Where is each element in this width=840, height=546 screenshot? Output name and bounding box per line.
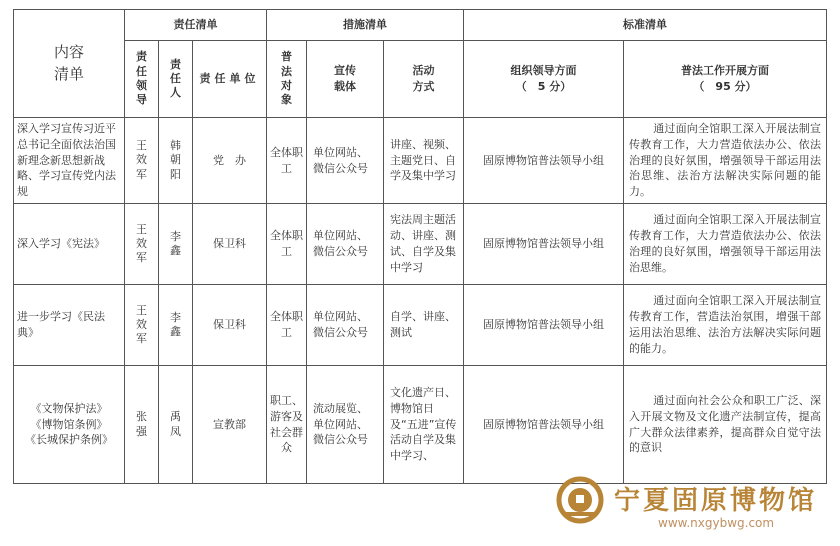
museum-name: 宁夏固原博物馆 [614,486,818,516]
row-unit: 保卫科 [193,285,267,366]
row-method: 讲座、视频、主题党日、自学及集中学习 [384,118,464,204]
row-org: 固原博物馆普法领导小组 [464,118,624,204]
museum-url: www.nxgybwg.com [658,516,775,530]
row-person: 李鑫 [159,204,193,285]
row-method: 自学、讲座、测试 [384,285,464,366]
row-work: 通过面向全馆职工深入开展法制宣传教育工作，大力营造依法办公、依法治理的良好氛围，增强领导干部运用法治思维。 [624,204,827,285]
row-person: 韩朝阳 [159,118,193,204]
person-header: 责任人 [159,41,193,118]
row-carrier: 单位网站、微信公众号 [307,118,384,204]
row-target: 职工、游客及社会群众 [267,366,307,484]
row-leader: 王效军 [125,285,159,366]
row-work: 通过面向社会公众和职工广泛、深入开展文物及文化遗产法制宣传，提高广大群众法律素养，提高群众自觉守法的意识 [624,366,827,484]
table-row [14,204,827,285]
museum-watermark [556,474,826,536]
row-content: 深入学习《宪法》 [14,204,125,285]
row-content: 进一步学习《民法典》 [14,285,125,366]
row-org: 固原博物馆普法领导小组 [464,285,624,366]
row-content: 《文物保护法》 《博物馆条例》 《长城保护条例》 [14,366,125,484]
row-person: 禹凤 [159,366,193,484]
table-row [14,118,827,204]
responsibility-header: 责任清单 [125,10,267,41]
leader-header: 责任领导 [125,41,159,118]
carrier-header: 宣传 载体 [307,41,384,118]
row-unit: 党 办 [193,118,267,204]
row-target: 全体职工 [267,118,307,204]
measures-header: 措施清单 [267,10,464,41]
row-person: 李鑫 [159,285,193,366]
unit-header: 责任单位 [193,41,267,118]
row-method: 文化遗产日、博物馆日及“五进”宣传活动自学及集中学习、 [384,366,464,484]
row-work: 通过面向全馆职工深入开展法制宣传教育工作，大力营造依法办公、依法治理的良好氛围，增强领导干部运用法治思维、法治方法解决实际问题的能力。 [624,118,827,204]
row-org: 固原博物馆普法领导小组 [464,366,624,484]
row-leader: 王效军 [125,118,159,204]
row-target: 全体职工 [267,204,307,285]
row-carrier: 单位网站、微信公众号 [307,204,384,285]
row-unit: 宣教部 [193,366,267,484]
target-header: 普法对象 [267,41,307,118]
table-row [14,366,827,484]
method-header: 活动 方式 [384,41,464,118]
row-work: 通过面向全馆职工深入开展法制宣传教育工作，营造法治氛围，增强干部运用法治思维、法治方法解决实际问题的能力。 [624,285,827,366]
work-header: 普法工作开展方面 （ 95 分） [624,41,827,118]
museum-logo-icon [556,476,604,524]
row-content: 深入学习宣传习近平总书记全面依法治国新理念新思想新战略、学习宣传党内法规 [14,118,125,204]
row-method: 宪法周主题活动、讲座、测试、自学及集中学习 [384,204,464,285]
standard-header: 标准清单 [464,10,827,41]
org-header: 组织领导方面 （ 5 分） [464,41,624,118]
row-carrier: 单位网站、微信公众号 [307,285,384,366]
row-org: 固原博物馆普法领导小组 [464,204,624,285]
responsibility-table [13,9,827,484]
row-leader: 王效军 [125,204,159,285]
row-leader: 张强 [125,366,159,484]
row-carrier: 流动展览、单位网站、微信公众号 [307,366,384,484]
content-header: 内容 清单 [14,10,125,118]
row-unit: 保卫科 [193,204,267,285]
table-row [14,285,827,366]
row-target: 全体职工 [267,285,307,366]
